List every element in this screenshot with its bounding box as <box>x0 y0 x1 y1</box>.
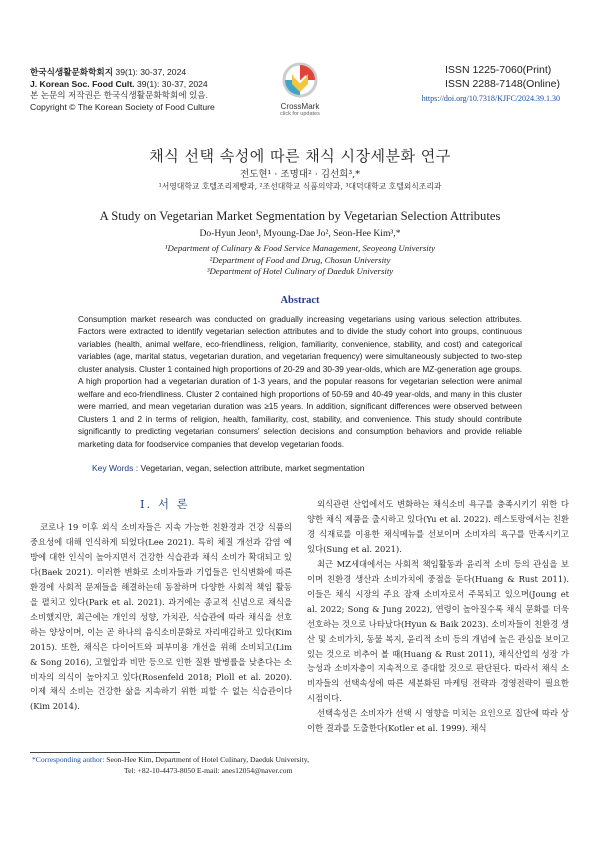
affiliations-english <box>0 243 600 278</box>
doi-link[interactable]: https://doi.org/10.7318/KJFC/2024.39.1.30 <box>421 94 560 103</box>
paragraph: 선택속성은 소비자가 선택 시 영향을 미치는 요인으로 집단에 따라 상이한 결과를 도출한다(Kotler et al. 1999). 채식 <box>307 708 569 734</box>
affiliation-2: ²Department of Food and Drug, Chosun University <box>209 254 391 265</box>
corresponding-label: *Corresponding author: <box>32 755 105 764</box>
abstract-body: Consumption market research was conducted on gradually increasing vegetarians using various selection attributes. Factors were extracted to identify vegetarian selection attributes and to divide the study cohort into groups, continuous variables (health, animal welfare, eco-friendliness, religion, familiarity, convenience, stability, and cost) and categorical variables (age, marital status, vegetarian duration, and vegetarian frequency) were simultaneously subjected to two-step cluster analysis. Cluster 1 contained high proportions of 20-29 and 30-39 year-olds, which are MZ-generation age groups. A high proportion had a vegetarian duration of 1-3 years, and the popular reasons for vegetarian selection were animal welfare and eco-friendliness. Cluster 2 contained high proportions of 50-59 and 40-49 year-olds, and many in this cluster were married, and mean vegetarian duration was ≥15 years. In addition, significant differences were observed between Clusters 1 and 2 in terms of religion, health, familiarity, cost, stability, and convenience. This study should contribute significantly to predicting vegetarian consumers' selection decisions and consumption behaviors and provide reliable marketing data for foodservice companies that develop vegetarian foods. <box>78 315 522 449</box>
section-heading-intro: Ⅰ. 서 론 <box>140 497 190 511</box>
crossmark-icon <box>282 62 318 98</box>
keywords-label: Key Words : <box>92 463 139 473</box>
title-korean: 채식 선택 속성에 따른 채식 시장세분화 연구 <box>149 147 451 165</box>
right-column <box>307 497 569 736</box>
issn-block <box>445 63 560 91</box>
keywords <box>92 463 364 473</box>
affiliation-1: ¹Department of Culinary & Food Service Management, Seoyeong University <box>164 243 436 253</box>
title-english: A Study on Vegetarian Market Segmentation by Vegetarian Selection Attributes <box>99 209 501 223</box>
footnote <box>32 755 309 776</box>
paragraph: 외식관련 산업에서도 변화하는 채식소비 욕구를 충족시키기 위한 다양한 채식 제품을 출시하고 있다(Yu et al. 2022). 레스토랑에서는 친환경 식재료를 이용한 채식메뉴를 선보이며 소비자의 욕구를 만족시키고 있다(Sung et al. 2021). <box>307 499 569 554</box>
copyright-notice: 본 논문의 저작권은 한국식생활문화학회에 있음. <box>30 90 208 100</box>
journal-ko-line: 한국식생활문화학회지 39(1): 30-37, 2024 <box>30 67 187 77</box>
journal-info <box>30 67 215 113</box>
affiliation-3: ³Department of Hotel Culinary of Daeduk University <box>206 266 394 277</box>
affiliations-korean: ¹서영대학교 호텔조리제빵과, ²조선대학교 식품의약과, ³대덕대학교 호텔외식조리과 <box>158 182 442 191</box>
abstract-heading: Abstract <box>280 295 320 306</box>
footnote-line-1: *Corresponding author: Seon-Hee Kim, Department of Hotel Culinary, Daeduk University, <box>32 755 309 764</box>
crossmark-label: CrossMark <box>280 102 320 111</box>
left-column <box>30 520 292 714</box>
footnote-divider <box>30 752 180 753</box>
crossmark-badge[interactable] <box>266 62 334 117</box>
paragraph: 최근 MZ세대에서는 사회적 책임활동과 윤리적 소비 등의 관심을 보이며 친환경 생산과 소비가치에 중점을 둔다(Huang & Rust 2011). 이들은 채식 시장의 주요 잠재 소비자로서 주목되고 있으며(Joung et al. 2022; Song & Jung 2022), 연령이 높아질수록 채식 문화를 더욱 선호하는 것으로 나타났다(Hyun & Baik 2023). 소비자들이 친환경 생산 및 소비가치, 동물 복지, 윤리적 소비 등의 개념에 높은 관심을 보이고 있는 것으로 비추어 볼 때(Huang & Rust 2011), 채식산업의 성장 가능성과 소비자층이 지속적으로 증대할 것으로 판단된다. 따라서 채식 소비자들의 선택속성에 따른 세분화된 마케팅 전략과 경영전략이 필요한 시점이다. <box>307 558 569 704</box>
journal-en-line: J. Korean Soc. Food Cult. 39(1): 30-37, 2024 <box>30 78 208 89</box>
copyright-line: Copyright © The Korean Society of Food Culture <box>30 101 215 112</box>
paragraph: 코로나 19 이후 외식 소비자들은 지속 가능한 친환경과 건강 식품의 중요성에 대해 인식하게 되었다(Lee 2021). 특히 체질 개선과 감염 예방에 대한 인식이 높아지면서 건강한 식습관과 채식 소비가 확대되고 있다(Baek 2021). 이러한 변화로 소비자들과 기업들은 인식변화에 따른 환경에 사회적 문제들을 해결하는데 동참하며 다양한 사회적 책임 활동을 펼치고 있다(Park et al. 2021). 과거에는 종교적 신념으로 채식을 소비했지만, 최근에는 개인의 성향, 가치관, 식습관에 따라 채식을 선호하는 양상이며, 이는 곧 하나의 음식소비문화로 자리매김하고 있다(Kim 2015). 또한, 채식은 다이어트와 피부미용 개선을 위해 소비되고(Lim & Song 2016), 고혈압과 비만 등으로 인한 질환 발병률을 낮춘다는 소비자의 의식이 높아지고 있다(Rosenfeld 2018; Ploll et al. 2020). 이제 채식 소비는 건강한 삶을 지속하기 위한 피할 수 없는 식습관이다(Kim 2014). <box>30 522 292 712</box>
footnote-line-2: Tel: +82-10-4473-8050 E-mail: anes12054@naver.com <box>124 765 293 775</box>
crossmark-sublabel: click for updates <box>280 111 320 117</box>
authors-english: Do-Hyun Jeon¹, Myoung-Dae Jo², Seon-Hee Kim³,* <box>199 228 401 239</box>
keywords-text: Vegetarian, vegan, selection attribute, market segmentation <box>138 463 365 473</box>
issn-online: ISSN 2288-7148(Online) <box>445 78 560 90</box>
authors-korean: 전도현¹ · 조명대² · 김선희³,* <box>240 169 360 180</box>
issn-print: ISSN 1225-7060(Print) <box>445 64 552 76</box>
